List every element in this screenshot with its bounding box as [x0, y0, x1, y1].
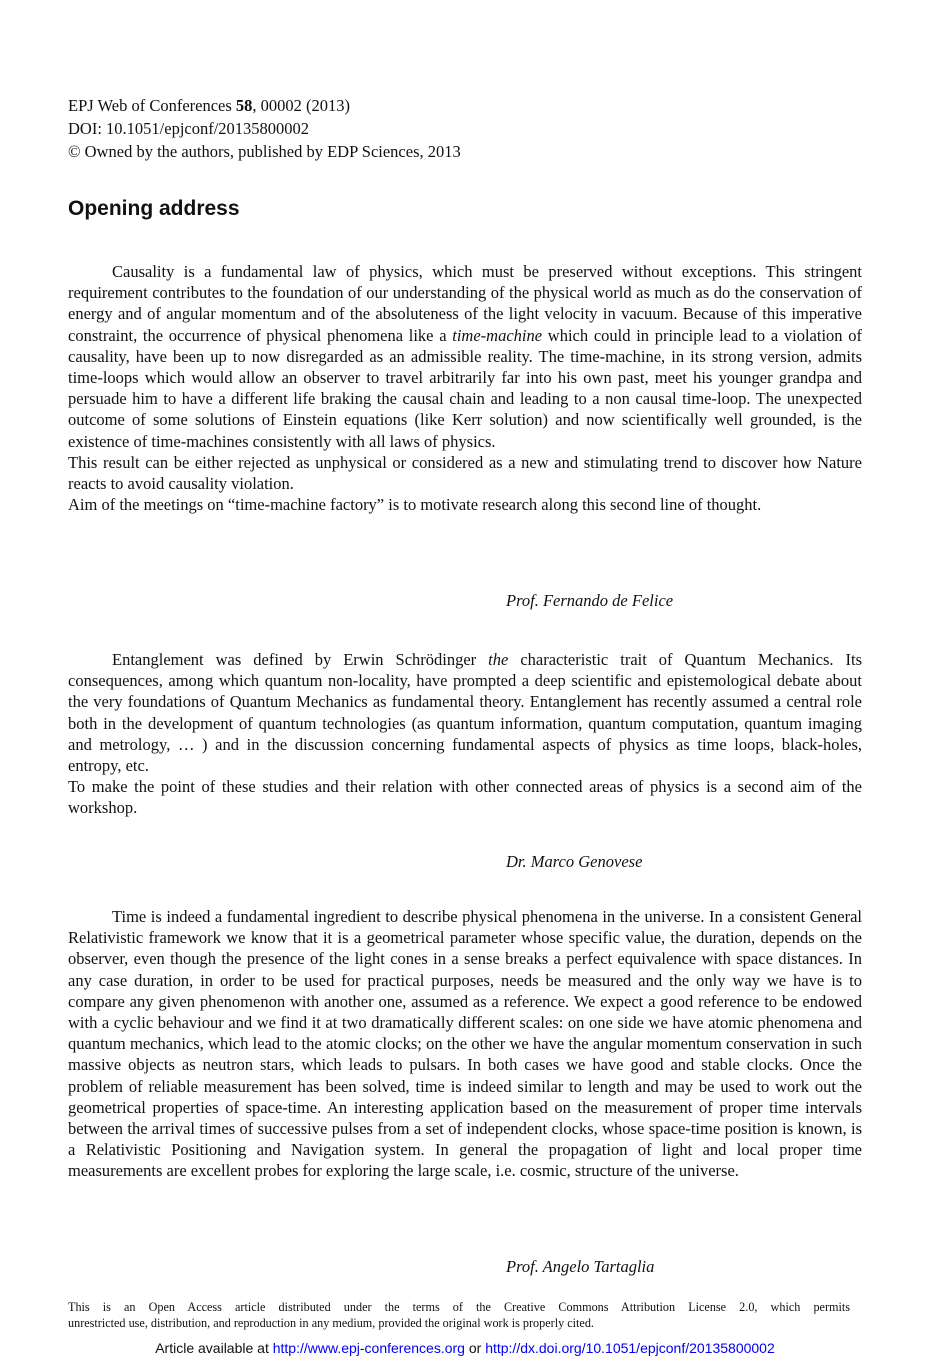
- signature-tartaglia: Prof. Angelo Tartaglia: [506, 1257, 655, 1276]
- paragraph: Causality is a fundamental law of physics, which must be preserved without exceptions. This stringent requirement contributes to the foundation of our understanding of the physical world as much as do the conservation of energy and of angular momentum and of the absoluteness of the light velocity in vacuum. Because of this imperative constraint, the occurrence of physical phenomena like a time-machine which could in principle lead to a violation of causality, have been up to now disregarded as an admissible reality. The time-machine, in its strong version, admits time-loops which would allow an observer to travel arbitrarily far into his own past, meet his younger grandpa and persuade him to have a different life braking the causal chain and leading to a non causal time-loop. The unexpected outcome of some solutions of Einstein equations (like Kerr solution) and now scientifically well grounded, is the existence of time-machines consistently with all laws of physics.: [68, 262, 862, 451]
- paragraph: Time is indeed a fundamental ingredient to describe physical phenomena in the universe. In a consistent General Relativistic framework we know that it is a geometrical parameter whose specific value, the duration, depends on the observer, even though the presence of the light cones in a sense breaks a perfect equivalence with space distances. In any case duration, in order to be used for practical purposes, needs be measured and the only way we have is to compare any given phenomenon with another one, assumed as a reference. We expect a good reference to be endowed with a cyclic behaviour and we find it at two dramatically different scales: on one side we have atomic phenomena and quantum mechanics, which lead to the atomic clocks; on the other we have the angular momentum conservation in such massive objects as neutron stars, which leads to pulsars. In both cases we have good and stable clocks. Once the problem of reliable measurement has been solved, time is indeed similar to length and may be used to work out the geometrical properties of space-time. An interesting application based on the measurement of proper time intervals between the arrival times of successive pulses from a set of independent clocks, whose space-time position is known, is a Relativistic Positioning and Navigation system. In general the propagation of light and local proper time measurements are excellent probes for exploring the large scale, i.e. cosmic, structure of the universe.: [68, 907, 862, 1181]
- doi-link[interactable]: http://dx.doi.org/10.1051/epjconf/20135800002: [485, 1340, 775, 1356]
- paragraph: To make the point of these studies and their relation with other connected areas of physics is a second aim of the workshop.: [68, 777, 862, 818]
- paragraph: Aim of the meetings on “time-machine factory” is to motivate research along this second line of thought.: [68, 495, 762, 515]
- paragraph: This result can be either rejected as unphysical or considered as a new and stimulating trend to discover how Nature reacts to avoid causality violation.: [68, 452, 862, 494]
- copyright-line: © Owned by the authors, published by EDP Sciences, 2013: [68, 142, 461, 161]
- section-time: [68, 906, 862, 1182]
- emphasis: the: [488, 650, 509, 669]
- page-title: Opening address: [68, 197, 240, 220]
- journal-volume: 58: [235, 96, 253, 115]
- article-availability: Article available at http://www.epj-conferences.org or http://dx.doi.org/10.1051/epjconf/20135800002: [155, 1340, 775, 1356]
- signature-de-felice: Prof. Fernando de Felice: [506, 591, 674, 610]
- license-notice: [68, 1299, 850, 1331]
- paragraph: Entanglement was defined by Erwin Schrödinger the characteristic trait of Quantum Mechanics. Its consequences, among which quantum non-locality, have prompted a deep scientific and epistemological debate about the very foundations of Quantum Mechanics as fundamental theory. Entanglement has recently assumed a central role both in the development of quantum technologies (as quantum information, quantum computation, quantum imaging and metrology, … ) and in the discussion concerning fundamental aspects of physics as time loops, black-holes, entropy, etc.: [68, 650, 862, 776]
- license-line: unrestricted use, distribution, and reproduction in any medium, provided the original work is properly cited.: [68, 1316, 594, 1330]
- journal-citation: EPJ Web of Conferences 58, 00002 (2013): [68, 96, 351, 115]
- section-causality: [68, 261, 862, 515]
- section-entanglement: [68, 649, 862, 819]
- signature-genovese: Dr. Marco Genovese: [506, 852, 643, 871]
- emphasis: time-machine: [452, 325, 543, 345]
- journal-header: [68, 94, 461, 163]
- license-line: This is an Open Access article distributed under the terms of the Creative Commons Attribution License 2.0, which permits: [68, 1300, 850, 1314]
- epj-conferences-link[interactable]: http://www.epj-conferences.org: [272, 1340, 465, 1356]
- doi-line: DOI: 10.1051/epjconf/20135800002: [68, 119, 310, 138]
